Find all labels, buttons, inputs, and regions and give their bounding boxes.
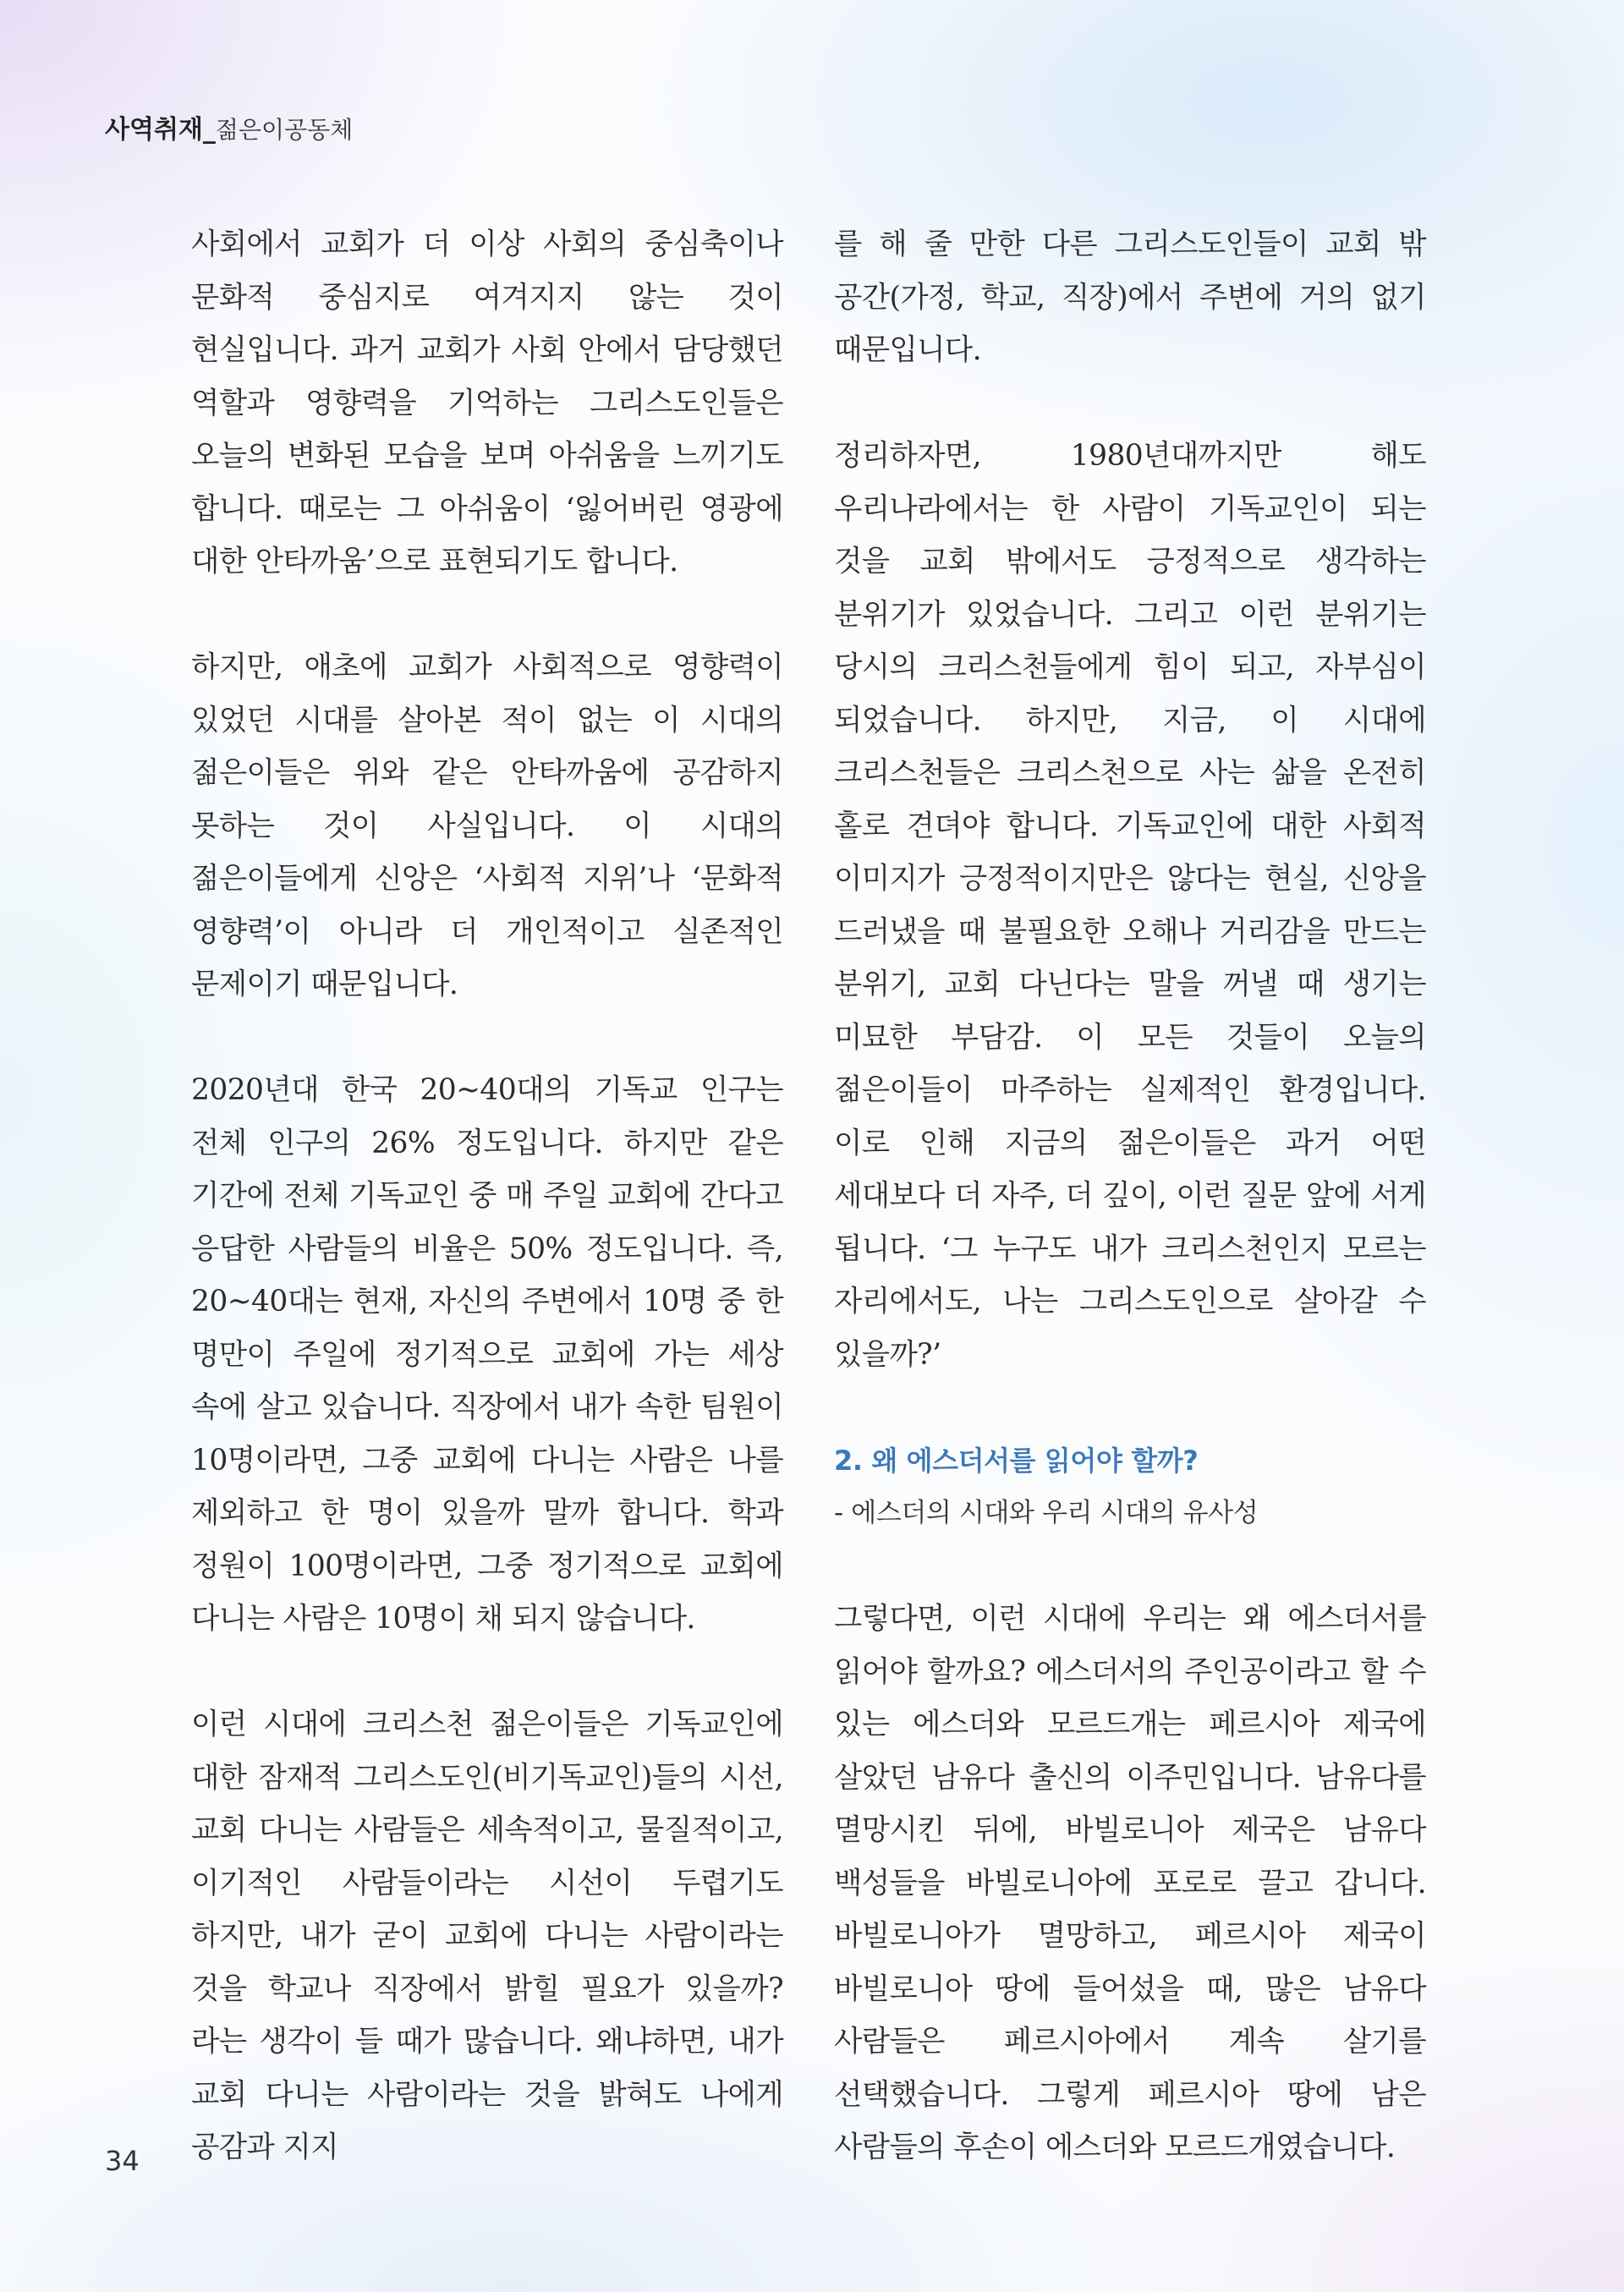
- body-paragraph: 이런 시대에 크리스천 젊은이들은 기독교인에 대한 잠재적 그리스도인(비기독교인)들의 시선, 교회 다니는 사람들은 세속적이고, 물질적이고, 이기적인 사람들이라는 시선이 두렵기도 하지만, 내가 굳이 교회에 다니는 사람이라는 것을 학교나 직장에서 밝힐 필요가 있을까? 라는 생각이 들 때가 많습니다. 왜냐하면, 내가 교회 다니는 사람이라는 것을 밝혀도 나에게 공감과 지지: [191, 1708, 783, 2164]
- section-heading: 2. 왜 에스더서를 읽어야 할까?: [834, 1444, 1199, 1477]
- section-subheading: - 에스더의 시대와 우리 시대의 유사성: [834, 1498, 1259, 1528]
- header-subtitle: 젊은이공동체: [215, 116, 354, 144]
- body-paragraph: 그렇다면, 이런 시대에 우리는 왜 에스더서를 읽어야 할까요? 에스더서의 주인공이라고 할 수 있는 에스더와 모르드개는 페르시아 제국에 살았던 남유다 출신의 이주민입니다. 남유다를 멸망시킨 뒤에, 바빌로니아 제국은 남유다 백성들을 바빌로니아에 포로로 끌고 갑니다. 바빌로니아가 멸망하고, 페르시아 제국이 바빌로니아 땅에 들어섰을 때, 많은 남유다 사람들은 페르시아에서 계속 살기를 선택했습니다. 그렇게 페르시아 땅에 남은 사람들의 후손이 에스더와 모르드개였습니다.: [834, 1602, 1426, 2164]
- body-paragraph: 2020년대 한국 20~40대의 기독교 인구는 전체 인구의 26% 정도입니다. 하지만 같은 기간에 전체 기독교인 중 매 주일 교회에 간다고 응답한 사람들의 비율은 50% 정도입니다. 즉, 20~40대는 현재, 자신의 주변에서 10명 중 한 명만이 주일에 정기적으로 교회에 가는 세상 속에 살고 있습니다. 직장에서 내가 속한 팀원이 10명이라면, 그중 교회에 다니는 사람은 나를 제외하고 한 명이 있을까 말까 합니다. 학과 정원이 100명이라면, 그중 정기적으로 교회에 다니는 사람은 10명이 채 되지 않습니다.: [191, 1073, 783, 1636]
- body-paragraph: 정리하자면, 1980년대까지만 해도 우리나라에서는 한 사람이 기독교인이 되는 것을 교회 밖에서도 긍정적으로 생각하는 분위기가 있었습니다. 그리고 이런 분위기는 당시의 크리스천들에게 힘이 되고, 자부심이 되었습니다. 하지만, 지금, 이 시대에 크리스천들은 크리스천으로 사는 삶을 온전히 홀로 견뎌야 합니다. 기독교인에 대한 사회적 이미지가 긍정적이지만은 않다는 현실, 신앙을 드러냈을 때 불필요한 오해나 거리감을 만드는 분위기, 교회 다닌다는 말을 꺼낼 때 생기는 미묘한 부담감. 이 모든 것들이 오늘의 젊은이들이 마주하는 실제적인 환경입니다. 이로 인해 지금의 젊은이들은 과거 어떤 세대보다 더 자주, 더 깊이, 이런 질문 앞에 서게 됩니다. ‘그 누구도 내가 크리스천인지 모르는 자리에서도, 나는 그리스도인으로 살아갈 수 있을까?’: [834, 439, 1426, 1372]
- body-paragraph: 하지만, 애초에 교회가 사회적으로 영향력이 있었던 시대를 살아본 적이 없는 이 시대의 젊은이들은 위와 같은 안타까움에 공감하지 못하는 것이 사실입니다. 이 시대의 젊은이들에게 신앙은 ‘사회적 지위’나 ‘문화적 영향력’이 아니라 더 개인적이고 실존적인 문제이기 때문입니다.: [191, 650, 783, 1001]
- body-paragraph: 사회에서 교회가 더 이상 사회의 중심축이나 문화적 중심지로 여겨지지 않는 것이 현실입니다. 과거 교회가 사회 안에서 담당했던 역할과 영향력을 기억하는 그리스도인들은 오늘의 변화된 모습을 보며 아쉬움을 느끼기도 합니다. 때로는 그 아쉬움이 ‘잃어버린 영광에 대한 안타까움’으로 표현되기도 합니다.: [191, 228, 783, 578]
- body-paragraph: 를 해 줄 만한 다른 그리스도인들이 교회 밖 공간(가정, 학교, 직장)에서 주변에 거의 없기 때문입니다.: [834, 228, 1426, 367]
- running-header: [105, 108, 353, 145]
- left-column: [191, 218, 783, 2227]
- header-section-label: 사역취재_: [105, 115, 216, 145]
- page-number: 34: [105, 2145, 140, 2177]
- right-column: [834, 218, 1426, 2227]
